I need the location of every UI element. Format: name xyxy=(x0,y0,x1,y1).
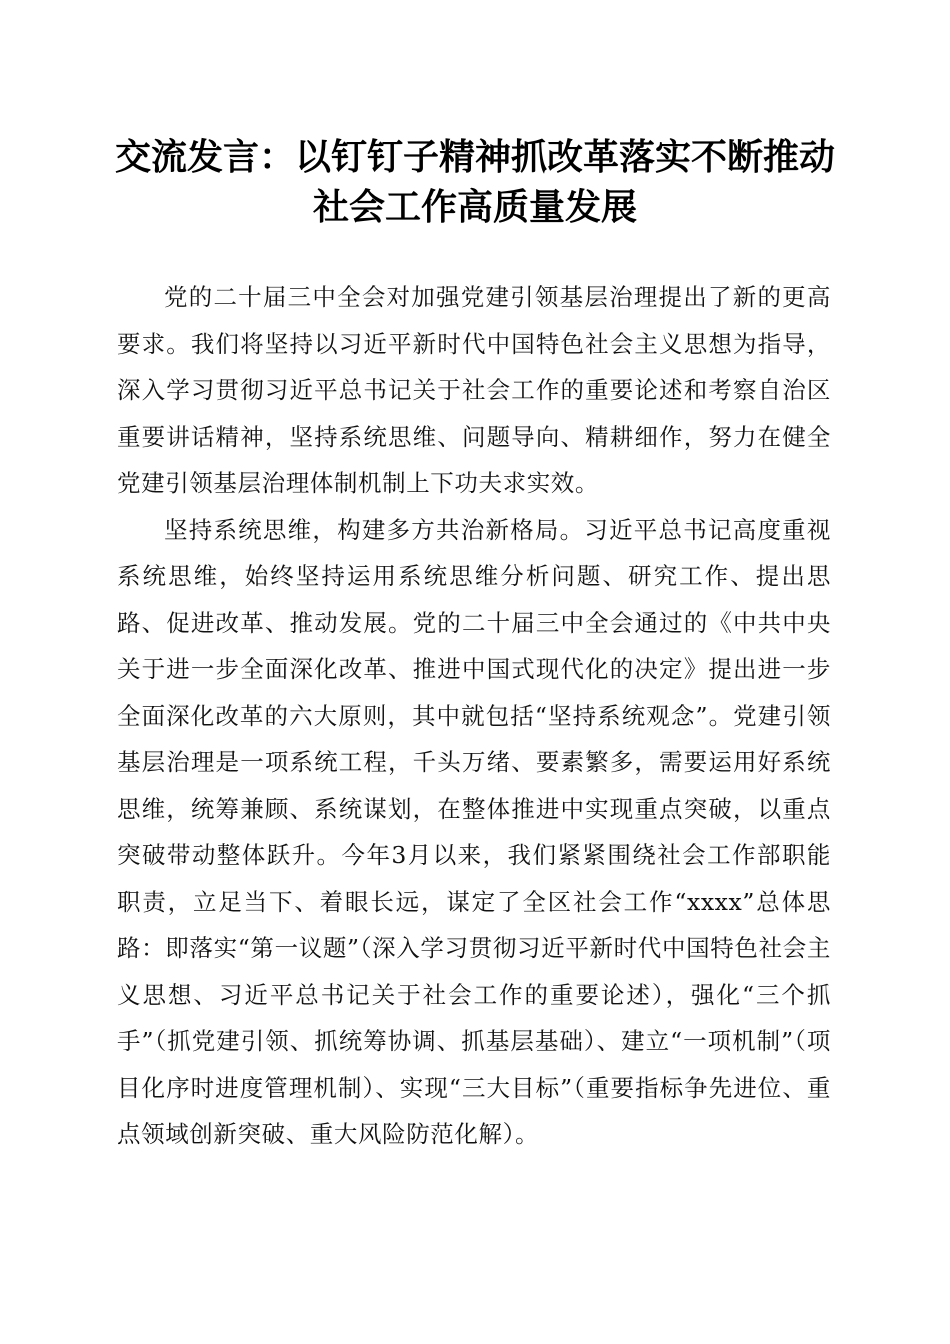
title-line-2: 社会工作高质量发展 xyxy=(312,186,637,228)
document-title xyxy=(100,132,850,232)
document-body xyxy=(117,274,831,1158)
paragraph-intro: 党的二十届三中全会对加强党建引领基层治理提出了新的更高要求。我们将坚持以习近平新时代中国特色社会主义思想为指导，深入学习贯彻习近平总书记关于社会工作的重要论述和考察自治区重要讲话精神，坚持系统思维、问题导向、精耕细作，努力在健全党建引领基层治理体制机制上下功夫求实效。 xyxy=(117,283,831,497)
title-line-1: 交流发言：以钉钉子精神抓改革落实不断推动 xyxy=(114,136,835,178)
paragraph-systems-thinking: 坚持系统思维，构建多方共治新格局。习近平总书记高度重视系统思维，始终坚持运用系统思维分析问题、研究工作、提出思路、促进改革、推动发展。党的二十届三中全会通过的《中共中央关于进一步全面深化改革、推进中国式现代化的决定》提出进一步全面深化改革的六大原则，其中就包括“坚持系统观念”。党建引领基层治理是一项系统工程，千头万绪、要素繁多，需要运用好系统思维，统筹兼顾、系统谋划，在整体推进中实现重点突破，以重点突破带动整体跃升。今年3月以来，我们紧紧围绕社会工作部职能职责，立足当下、着眼长远，谋定了全区社会工作“xxxx”总体思路：即落实“第一议题”（深入学习贯彻习近平新时代中国特色社会主义思想、习近平总书记关于社会工作的重要论述），强化“三个抓手”（抓党建引领、抓统筹协调、抓基层基础）、建立“一项机制”（项目化序时进度管理机制）、实现“三大目标”（重要指标争先进位、重点领域创新突破、重大风险防范化解）。 xyxy=(117,515,831,1148)
